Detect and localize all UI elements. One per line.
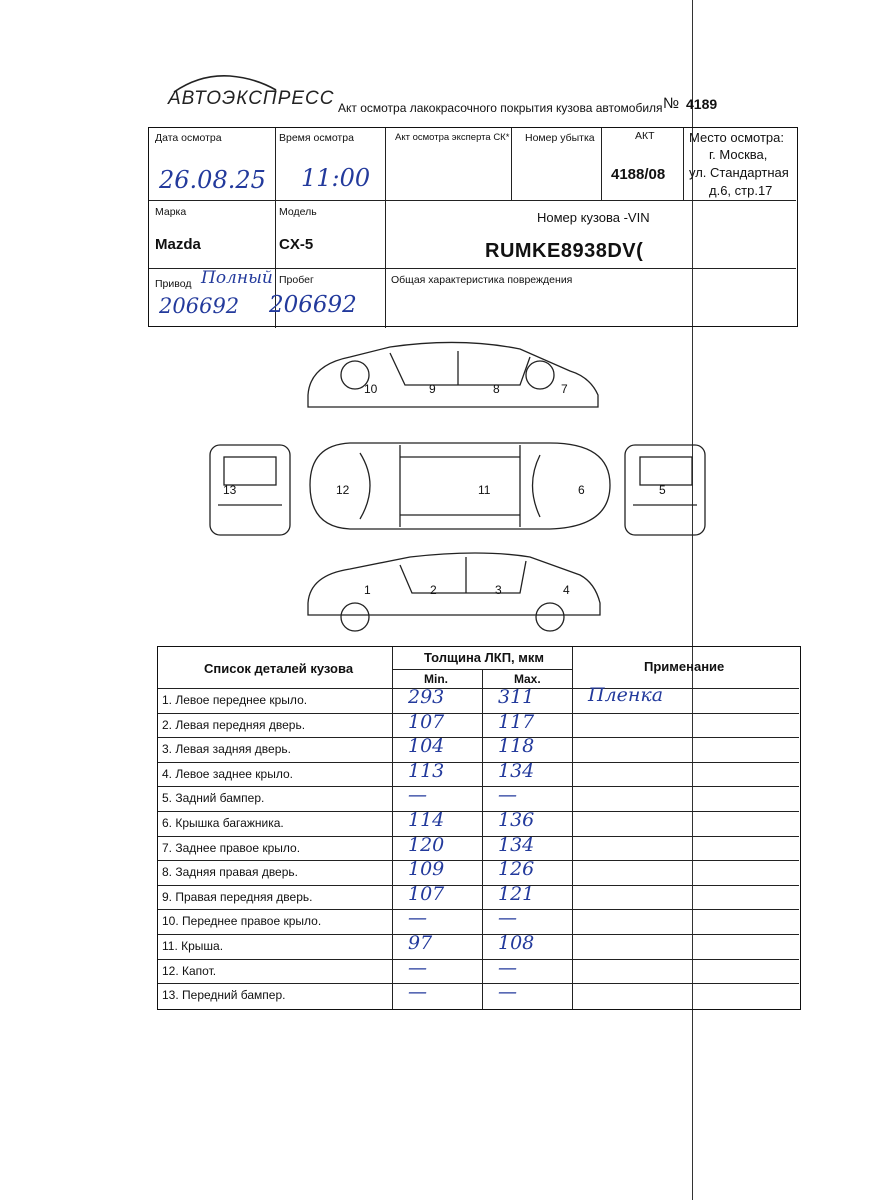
min-value: 113 bbox=[408, 759, 445, 782]
max-value: 118 bbox=[498, 735, 535, 758]
max-value: — bbox=[498, 981, 517, 1004]
car-left-side-outline bbox=[308, 553, 600, 615]
part-label: 11. Крыша. bbox=[162, 939, 224, 953]
car-body-diagram bbox=[190, 335, 730, 640]
min-value: — bbox=[408, 956, 427, 979]
min-value: 107 bbox=[408, 882, 445, 905]
part-label: 2. Левая передняя дверь. bbox=[162, 717, 306, 732]
drive-label: Привод bbox=[155, 278, 192, 290]
diagram-number-9: 9 bbox=[429, 382, 436, 396]
max-value: 117 bbox=[498, 710, 535, 733]
max-value: 136 bbox=[498, 809, 535, 831]
place-line1: г. Москва, bbox=[709, 147, 768, 162]
min-value: 104 bbox=[408, 735, 445, 758]
row-divider bbox=[158, 762, 799, 763]
number-sign: № bbox=[663, 95, 680, 112]
part-label: 4. Левое заднее крыло. bbox=[162, 766, 293, 781]
mileage-value: 206692 bbox=[269, 292, 357, 318]
part-label: 9. Правая передняя дверь. bbox=[162, 889, 313, 904]
part-label: 8. Задняя правая дверь. bbox=[162, 865, 298, 880]
max-value: — bbox=[498, 956, 517, 979]
diagram-number-12: 12 bbox=[336, 483, 350, 497]
max-value: 108 bbox=[498, 932, 535, 954]
note-value: Пленка bbox=[588, 684, 664, 706]
document-title: Акт осмотра лакокрасочного покрытия кузова автомобиля bbox=[338, 101, 663, 115]
row-divider bbox=[158, 934, 799, 935]
row-divider bbox=[158, 860, 799, 861]
row-divider bbox=[158, 713, 799, 714]
diagram-number-13: 13 bbox=[223, 483, 237, 497]
col-parts-header: Список деталей кузова bbox=[204, 661, 354, 676]
place-line2: ул. Стандартная bbox=[689, 165, 789, 180]
part-label: 7. Заднее правое крыло. bbox=[162, 840, 301, 855]
min-value: — bbox=[408, 981, 427, 1004]
row-divider bbox=[158, 959, 799, 960]
row-divider bbox=[158, 811, 799, 812]
diagram-number-3: 3 bbox=[495, 583, 502, 597]
max-value: 134 bbox=[498, 833, 535, 856]
diagram-number-8: 8 bbox=[493, 382, 500, 396]
max-value: 121 bbox=[498, 882, 535, 905]
min-value: 109 bbox=[408, 858, 445, 881]
mileage-label: Пробег bbox=[279, 274, 314, 286]
diagram-number-10: 10 bbox=[364, 382, 378, 396]
min-value: — bbox=[408, 784, 427, 807]
max-value: 134 bbox=[498, 759, 535, 782]
drive-value: Полный bbox=[201, 268, 273, 288]
part-label: 3. Левая задняя дверь. bbox=[162, 742, 291, 757]
row-divider bbox=[158, 885, 799, 886]
part-label: 6. Крышка багажника. bbox=[162, 816, 284, 830]
min-value: — bbox=[408, 907, 427, 930]
expert-act-label: Акт осмотра эксперта СК* bbox=[395, 132, 510, 143]
vin-label: Номер кузова -VIN bbox=[537, 210, 650, 225]
drive-extra-value: 206692 bbox=[159, 294, 240, 318]
damage-label: Общая характеристика повреждения bbox=[391, 274, 573, 286]
max-value: 126 bbox=[498, 858, 535, 881]
max-value: 311 bbox=[498, 686, 535, 708]
part-label: 1. Левое переднее крыло. bbox=[162, 693, 308, 707]
min-value: 107 bbox=[408, 710, 445, 733]
row-divider bbox=[158, 737, 799, 738]
part-label: 10. Переднее правое крыло. bbox=[162, 914, 322, 929]
vin-value: RUMKE8938DV( bbox=[485, 240, 644, 262]
diagram-number-4: 4 bbox=[563, 583, 570, 597]
model-value: CX-5 bbox=[279, 236, 314, 253]
model-label: Модель bbox=[279, 206, 317, 218]
diagram-number-5: 5 bbox=[659, 483, 666, 497]
car-top-outline bbox=[310, 443, 610, 529]
header-table bbox=[148, 127, 798, 327]
date-value: 26.08.25 bbox=[159, 166, 266, 194]
loss-number-label: Номер убытка bbox=[525, 132, 595, 144]
act-label: АКТ bbox=[635, 130, 655, 142]
min-value: 120 bbox=[408, 833, 445, 856]
part-label: 13. Передний бампер. bbox=[162, 988, 286, 1003]
date-label: Дата осмотра bbox=[155, 132, 222, 144]
time-label: Время осмотра bbox=[279, 132, 354, 144]
diagram-number-6: 6 bbox=[578, 483, 585, 497]
row-divider bbox=[158, 836, 799, 837]
col-min-header: Min. bbox=[424, 672, 448, 686]
row-divider bbox=[158, 983, 799, 984]
diagram-number-2: 2 bbox=[430, 583, 437, 597]
diagram-number-11: 11 bbox=[478, 483, 491, 497]
parts-table bbox=[157, 646, 801, 1010]
place-label: Место осмотра: bbox=[689, 130, 784, 145]
document-number: 4189 bbox=[686, 96, 718, 112]
row-divider bbox=[158, 909, 799, 910]
min-value: 97 bbox=[408, 932, 433, 954]
min-value: 293 bbox=[408, 686, 445, 708]
col-note-header: Применание bbox=[644, 659, 725, 674]
act-value: 4188/08 bbox=[611, 166, 666, 183]
part-label: 5. Задний бампер. bbox=[162, 791, 265, 806]
min-value: 114 bbox=[408, 809, 445, 831]
diagram-number-7: 7 bbox=[561, 382, 568, 396]
brand-label: Марка bbox=[155, 206, 187, 218]
max-value: — bbox=[498, 907, 517, 930]
diagram-number-1: 1 bbox=[364, 583, 371, 597]
car-front-outline bbox=[210, 445, 290, 535]
company-logo: АВТОЭКСПРЕСС bbox=[168, 88, 335, 109]
brand-value: Mazda bbox=[155, 236, 201, 253]
time-value: 11:00 bbox=[301, 164, 371, 192]
place-line3: д.6, стр.17 bbox=[709, 183, 773, 198]
max-value: — bbox=[498, 784, 517, 807]
row-divider bbox=[158, 786, 799, 787]
col-max-header: Max. bbox=[514, 672, 541, 686]
part-label: 12. Капот. bbox=[162, 963, 217, 978]
col-thickness-header: Толщина ЛКП, мкм bbox=[424, 650, 545, 665]
